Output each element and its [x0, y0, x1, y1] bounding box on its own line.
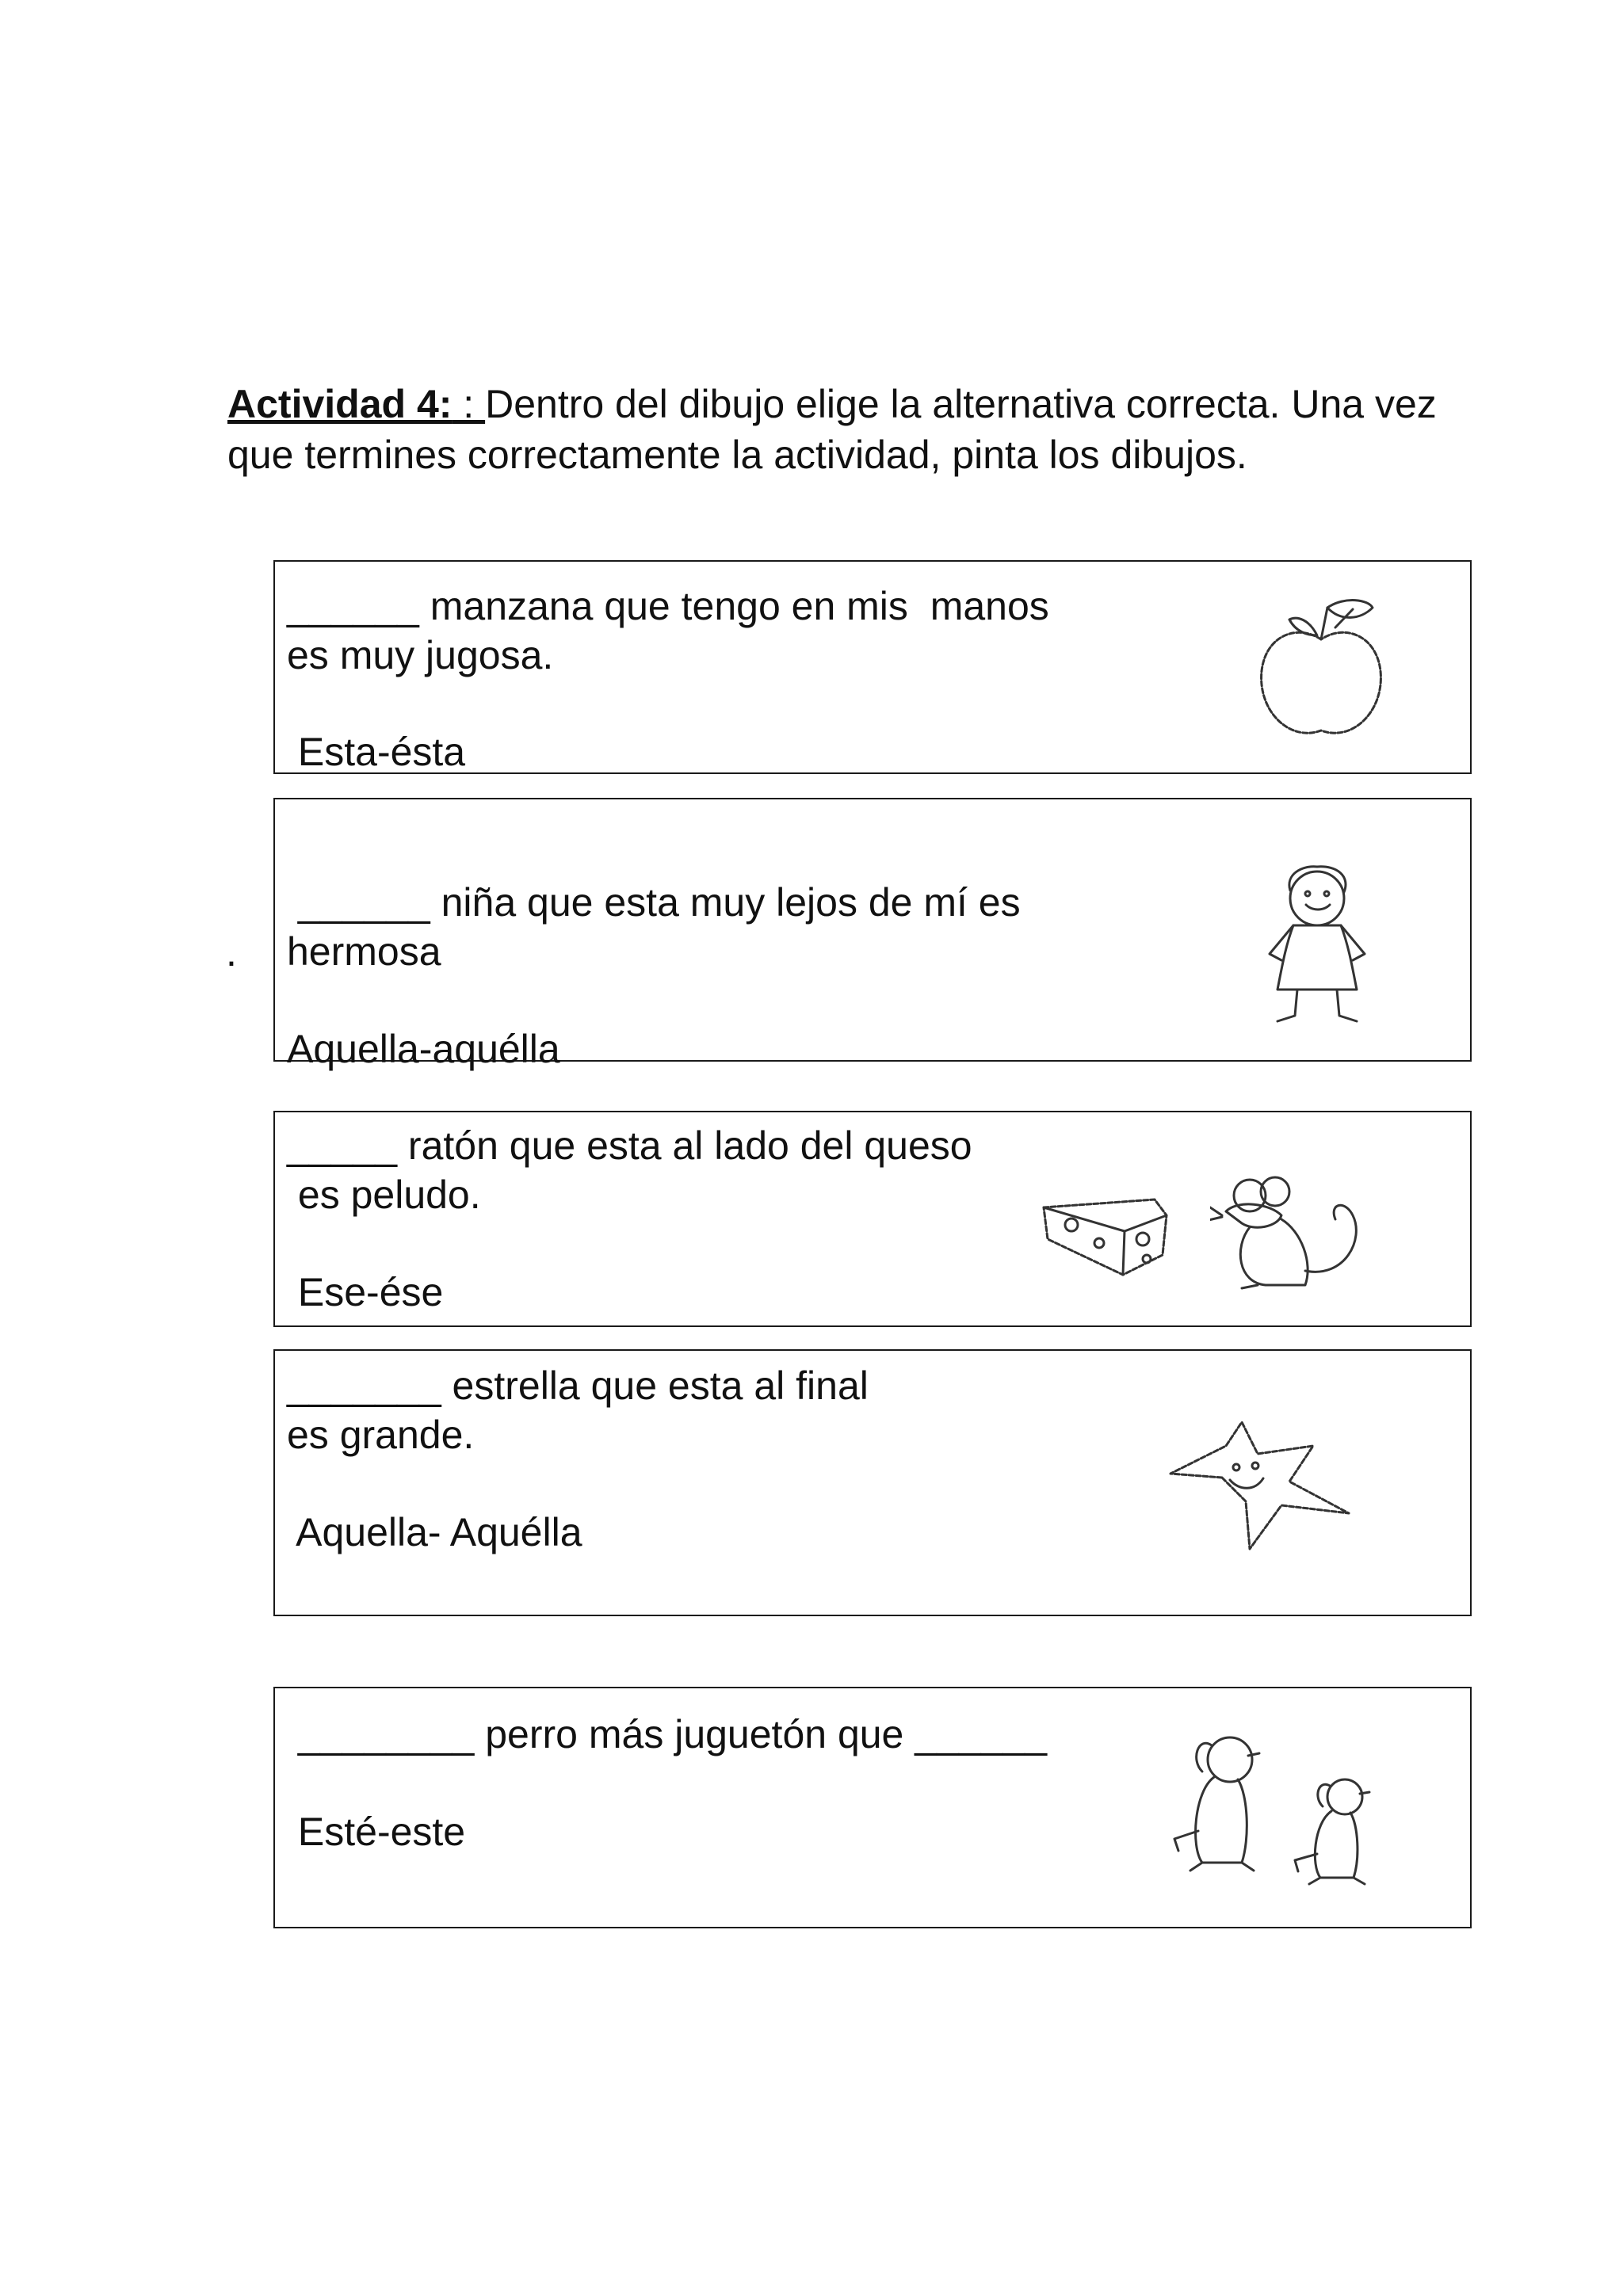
star-icon [1167, 1418, 1357, 1553]
exercise-options: Aquella-aquélla [287, 1027, 560, 1071]
activity-instructions [227, 379, 1464, 480]
stray-dot: . [226, 930, 237, 974]
exercise-sentence-line2: hermosa [287, 929, 441, 974]
activity-text: Dentro del dibujo elige la alternativa correcta. Una vez que termines correctamente la actividad, pinta los dibujos. [227, 382, 1437, 477]
exercise-box-apple [273, 560, 1472, 774]
cheese-icon [1036, 1184, 1174, 1287]
exercise-sentence-line1: _____ ratón que esta al lado del queso [287, 1123, 972, 1168]
exercise-sentence-line2: es grande. [287, 1413, 475, 1457]
activity-colon: : [452, 382, 486, 426]
exercise-box-dogs [273, 1687, 1472, 1928]
dog-icon [1277, 1772, 1381, 1890]
exercise-sentence-line1: ________ perro más juguetón que ______ [287, 1712, 1048, 1756]
exercise-options: Ese-ése [287, 1270, 444, 1314]
exercise-box-girl [273, 798, 1472, 1071]
exercise-options: Esta-ésta [287, 730, 466, 774]
mouse-icon [1210, 1168, 1369, 1295]
apple-icon [1242, 592, 1400, 750]
activity-label: Actividad 4: [227, 382, 453, 426]
exercise-box-star [273, 1349, 1472, 1616]
exercise-box-mouse [273, 1111, 1472, 1327]
girl-icon [1246, 859, 1388, 1029]
exercise-sentence-line1: ______ manzana que tengo en mis manos [287, 584, 1049, 628]
exercise-sentence-line1: ______ niña que esta muy lejos de mí es [287, 880, 1021, 925]
dog-icon [1155, 1728, 1274, 1878]
exercise-options: Esté-este [287, 1810, 466, 1854]
exercise-sentence-line2: es peludo. [287, 1173, 481, 1217]
exercise-options: Aquella- Aquélla [287, 1510, 582, 1554]
exercise-sentence-line1: _______ estrella que esta al final [287, 1363, 869, 1408]
exercise-sentence-line2: es muy jugosa. [287, 633, 554, 677]
